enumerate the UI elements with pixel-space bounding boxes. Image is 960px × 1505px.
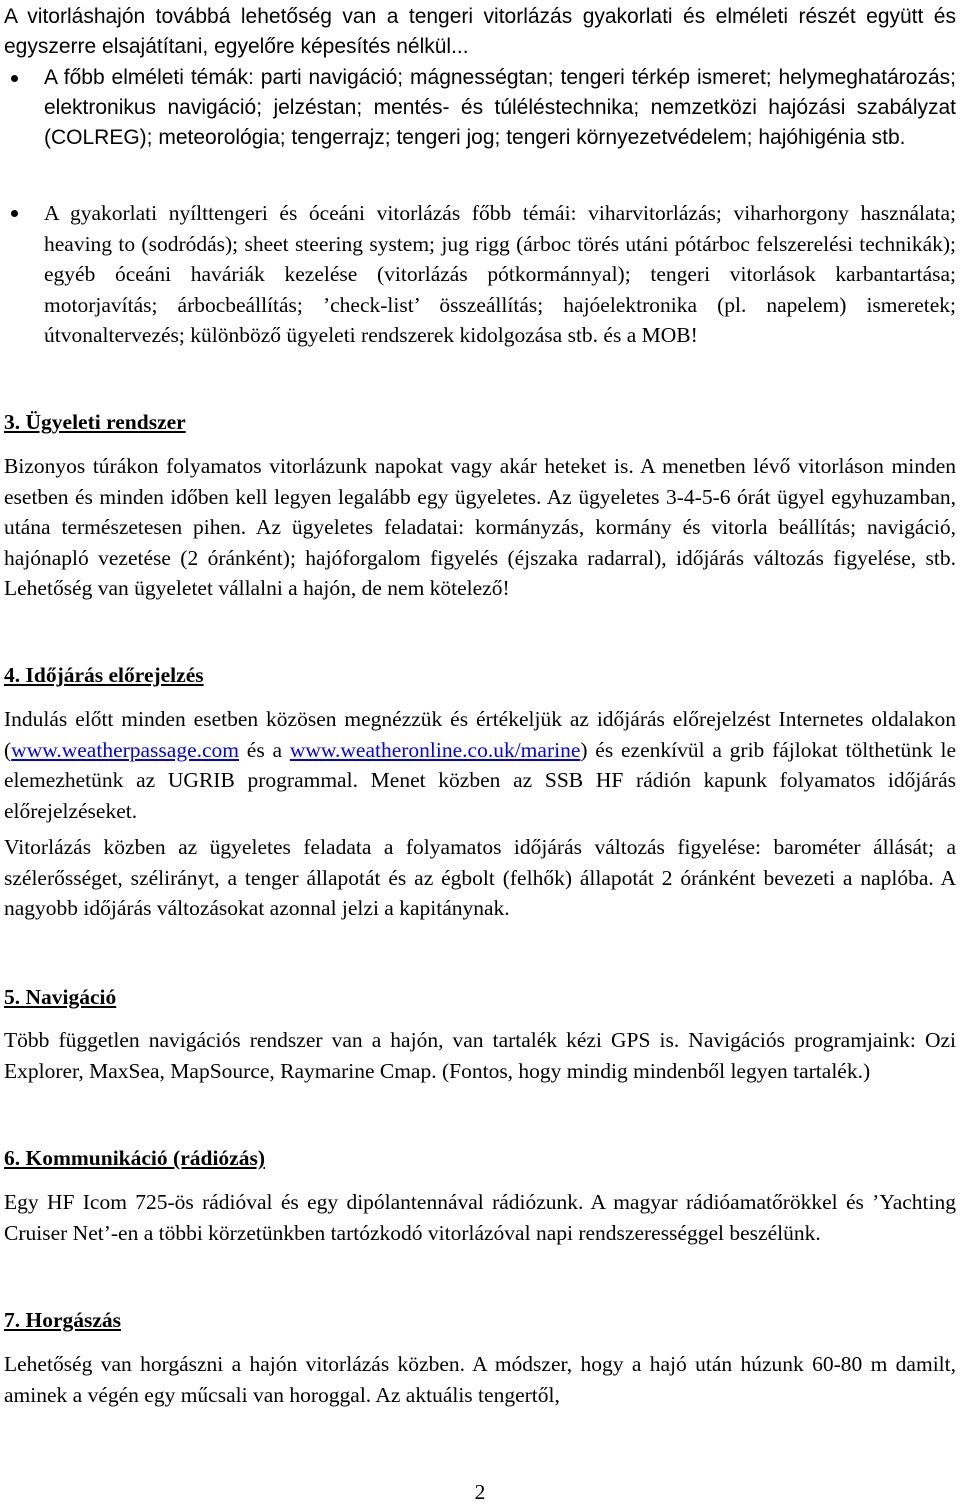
section-5-paragraph: Több független navigációs rendszer van a hajón, van tartalék kézi GPS is. Navigációs programjaink: Ozi Explorer, MaxSea, MapSource, Raymarine Cmap. (Fontos, hogy mindig mindenből legyen tartalék.) — [4, 1028, 956, 1083]
section-3-paragraph: Bizonyos túrákon folyamatos vitorlázunk napokat vagy akár heteket is. A menetben lévő vitorláson minden esetben és minden időben kell legyen legalább egy ügyeletes. Az ügyeletes 3-4-5-6 órát ügyel egyhuzamban, utána természetesen pihen. Az ügyeletes feladatai: kormányzás, kormány és vitorla beállítás; navigáció, hajónapló vezetése (2 óránként); hajóforgalom figyelés (éjszaka radarral), időjárás változás figyelése, stb. Lehetőség van ügyeletet vállalni a hajón, de nem kötelező! — [4, 454, 956, 600]
section-4-paragraph-1 — [4, 704, 956, 826]
bullet-icon — [11, 210, 18, 217]
bullet-list-practice — [4, 198, 956, 351]
paragraph-text: Indulás előtt minden esetben közösen megnézzük és értékeljük az időjárás előrejelzést Internetes oldalakon ( — [4, 707, 956, 762]
bullet-text: A gyakorlati nyílttengeri és óceáni vitorlázás főbb témái: viharvitorlázás; viharhorgony használata; heaving to (sodródás); sheet steering system; jug rigg (árboc törés utáni pótárboc felszerelési technikák); egyéb óceáni haváriák kezelése (vitorlázás pótkormánnyal); tengeri vitorlások karbantartása; motorjavítás; árbocbeállítás; ’check-list’ összeállítás; hajóelektronika (pl. napelem) ismeretek; útvonaltervezés; különböző ügyeleti rendszerek kidolgozása stb. és a MOB! — [44, 201, 956, 347]
section-heading-7: 7. Horgászás — [4, 1308, 122, 1332]
paragraph-text: és a — [239, 737, 290, 762]
section-7-paragraph: Lehetőség van horgászni a hajón vitorlázás közben. A módszer, hogy a hajó után húzunk 60-80 m damilt, aminek a végén egy műcsali van horoggal. Az aktuális tengertől, — [4, 1352, 956, 1407]
section-4-paragraph-2: Vitorlázás közben az ügyeletes feladata a folyamatos időjárás változás figyelése: barométer állását; a szélerősséget, szélirányt, a tenger állapotát és az égbolt (felhők) állapotát 2 óránként bevezeti a naplóba. A nagyobb időjárás változásokat azonnal jelzi a kapitánynak. — [4, 835, 956, 920]
bullet-list-theory — [4, 63, 956, 153]
bullet-icon — [11, 75, 18, 82]
section-heading-6: 6. Kommunikáció (rádiózás) — [4, 1146, 265, 1170]
weatherpassage-link[interactable]: www.weatherpassage.com — [11, 737, 240, 762]
list-item — [4, 198, 956, 351]
section-heading-4: 4. Időjárás előrejelzés — [4, 663, 204, 687]
section-heading-5: 5. Navigáció — [4, 985, 117, 1009]
weatheronline-link[interactable]: www.weatheronline.co.uk/marine — [289, 737, 581, 762]
list-item — [4, 63, 956, 153]
section-heading-3: 3. Ügyeleti rendszer — [4, 410, 186, 434]
section-6-paragraph: Egy HF Icom 725-ös rádióval és egy dipólantennával rádiózunk. A magyar rádióamatőrökkel és ’Yachting Cruiser Net’-en a többi körzetünkben tartózkodó vitorlázóval napi rendszerességgel beszélünk. — [4, 1190, 956, 1245]
page-number: 2 — [474, 1480, 486, 1504]
intro-paragraph: A vitorláshajón továbbá lehetőség van a tengeri vitorlázás gyakorlati és elméleti részét együtt és egyszerre elsajátítani, egyelőre képesítés nélkül... — [4, 5, 956, 58]
paragraph-text: ) és ezenkívül a grib fájlokat tölthetünk le elemezhetünk az UGRIB programmal. Menet közben az SSB HF rádión kapunk folyamatos időjárás előrejelzéseket. — [4, 737, 956, 823]
bullet-text: A főbb elméleti témák: parti navigáció; mágnességtan; tengeri térkép ismeret; helymeghatározás; elektronikus navigáció; jelzéstan; mentés- és túléléstechnika; nemzetközi hajózási szabályzat (COLREG); meteorológia; tengerrajz; tengeri jog; tengeri környezetvédelem; hajóhigénia stb. — [44, 66, 956, 149]
